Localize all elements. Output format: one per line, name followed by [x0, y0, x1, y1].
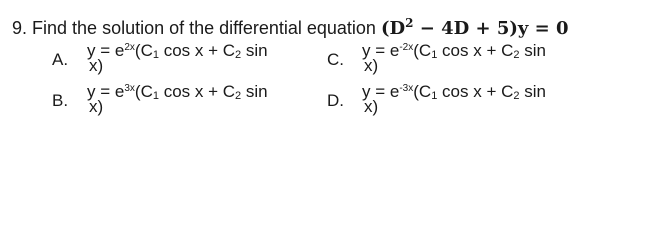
- option-letter: B.: [52, 91, 69, 110]
- option-expression-line2: x): [364, 97, 379, 116]
- question-text: [12, 12, 662, 39]
- option-expression-line1: $y = e^{2x}(C1$ cos x + C2 sin: [87, 41, 268, 61]
- equation-open: (D: [380, 18, 406, 39]
- option-exponent: -2x: [399, 42, 414, 53]
- option-expression-line1: $y = e^{-3x}(C1$ cos x + C2 sin: [362, 82, 546, 102]
- option-expression-line2: x): [364, 56, 379, 75]
- question-number: 9.: [12, 18, 28, 38]
- equation-power: 2: [405, 16, 414, 30]
- option-exponent: 2x: [124, 42, 135, 53]
- option-exponent: -3x: [399, 83, 414, 94]
- option-b[interactable]: [52, 80, 312, 120]
- option-a[interactable]: [52, 39, 312, 79]
- differential-equation: [381, 18, 569, 39]
- option-letter: C.: [327, 50, 344, 69]
- option-d[interactable]: [327, 80, 607, 120]
- option-c[interactable]: [327, 39, 607, 79]
- question-prompt: Find the solution of the differential equation: [32, 18, 376, 38]
- option-expression-line1: $y = e^{-2x}(C1$ cos x + C2 sin: [362, 41, 546, 61]
- option-expression-line1: $y = e^{3x}(C1$ cos x + C2 sin: [87, 82, 268, 102]
- option-exponent: 3x: [124, 83, 135, 94]
- option-letter: D.: [327, 91, 344, 110]
- option-expression-line2: x): [89, 97, 104, 116]
- equation-rest: − 4D + 5)y = 0: [413, 18, 569, 39]
- option-expression-line2: x): [89, 56, 104, 75]
- option-letter: A.: [52, 50, 69, 69]
